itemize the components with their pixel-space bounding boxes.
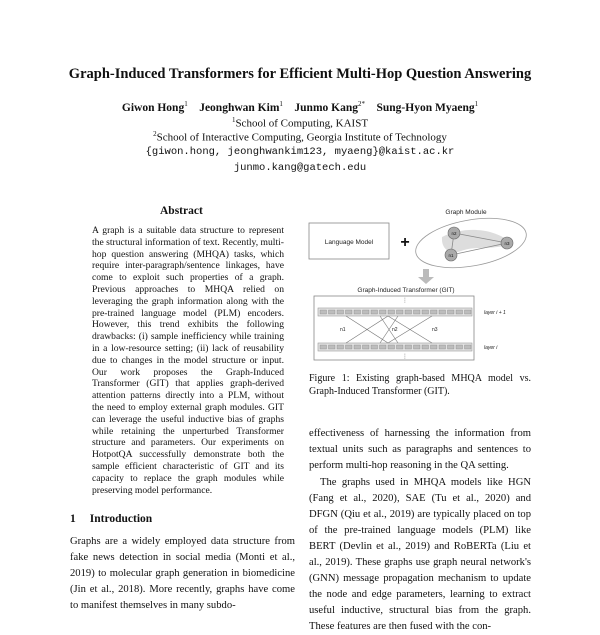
author-name: Giwon Hong	[121, 101, 185, 114]
token-label-n1: n1	[340, 327, 346, 333]
token-cell	[388, 345, 395, 349]
figure-1	[306, 205, 534, 367]
language-model-label: Language Model	[324, 239, 374, 246]
token-label-n2: n2	[392, 327, 398, 333]
down-arrow-icon	[418, 269, 434, 284]
token-cell	[465, 345, 472, 349]
token-cell	[405, 310, 412, 314]
graph-module-label: Graph Module	[445, 209, 487, 216]
plus-sign: +	[400, 234, 410, 251]
right-col-paragraph-2: The graphs used in MHQA models like HGN (Fang et al., 2020), SAE (Tu et al., 2020) and DFGN (Qiu et al., 2019) are typically placed on top of the pre-trained language models (PLM) like BERT (Devlin et al., 2019) and RoBERTa (Liu et al., 2019). These graphs use graph neural network's (GNN) message propagation mechanism to update the node and edge parameters, learning to extract useful inductive, structural bias from the graph. These features are then fused with the con-	[309, 477, 531, 632]
node-label: n2	[451, 231, 457, 236]
ellipsis-top: ⋮	[402, 298, 408, 304]
token-cell	[329, 310, 336, 314]
author-sup: 1	[474, 100, 479, 108]
token-cell	[320, 345, 327, 349]
ellipsis-bottom: ⋮	[402, 354, 408, 360]
abstract-text: A graph is a suitable data structure to represent the structural information of text. Recently, multi-hop question answering (MHQA) tasks, which require inter-paragraph/sentence linkages, have come to exploit such properties of a graph. Previous approaches to MHQA relied on leveraging the graph information along with the pre-trained language model (PLM) encoders. However, this trend exhibits the following drawbacks: (i) sample inefficiency while training in a low-resource setting; (ii) lack of reusability due to changes in the model structure or input. Our work proposes the Graph-Induced Transformer (GIT) that applies graph-derived attention patterns directly into a PLM, without the need to employ external graph modules. GIT can leverage the useful inductive bias of graphs while retaining the unperturbed Transformer structure and parameters. Our experiments on HotpotQA successfully demonstrate both the sample efficient characteristic of GIT and its capacity to replace the graph modules while preserving model performance.	[92, 225, 284, 496]
git-label: Graph-Induced Transformer (GIT)	[357, 287, 455, 294]
token-cell	[414, 310, 421, 314]
token-cell	[448, 345, 455, 349]
section-heading-introduction	[70, 513, 152, 525]
author-sup: 1	[184, 100, 188, 108]
token-cell	[439, 345, 446, 349]
author-sup: 2*	[358, 100, 365, 108]
email-kaist: {giwon.hong, jeonghwankim123, myaeng}@kaist.ac.kr	[145, 146, 455, 158]
token-cell	[380, 345, 387, 349]
section-number: 1	[70, 513, 76, 525]
token-cell	[465, 310, 472, 314]
introduction-text: Graphs are a widely employed data structure from fake news detection in social media (Monti et al., 2019) to molecular graph generation in biomedicine (Jin et al., 2018). More recently, graphs have come to manifest themselves in many subdo-	[70, 536, 295, 611]
token-cell	[371, 345, 378, 349]
token-cell	[422, 345, 429, 349]
affil-sup: 1	[231, 116, 236, 124]
token-cell	[380, 310, 387, 314]
affil-text: School of Computing, KAIST	[235, 117, 369, 130]
token-cell	[405, 345, 412, 349]
email-gatech: junmo.kang@gatech.edu	[233, 162, 367, 174]
token-label-n3: n3	[432, 327, 438, 333]
abstract-heading: Abstract	[160, 205, 203, 217]
author-name: Sung-Hyon Myaeng	[376, 101, 475, 114]
paper-title: Graph-Induced Transformers for Efficient Multi-Hop Question Answering	[68, 66, 532, 82]
token-cell	[337, 345, 344, 349]
affiliation-2	[0, 130, 600, 144]
author-name: Jeonghwan Kim	[199, 101, 280, 114]
token-cell	[337, 310, 344, 314]
token-cell	[320, 310, 327, 314]
token-cell	[363, 310, 370, 314]
token-cell	[431, 310, 438, 314]
token-cell	[354, 345, 361, 349]
token-cell	[346, 310, 353, 314]
token-cell	[329, 345, 336, 349]
author-sup: 1	[279, 100, 283, 108]
layer-label-bottom: layer i	[484, 345, 498, 351]
token-cell	[397, 345, 404, 349]
right-col-paragraph-1: effectiveness of harnessing the information from textual units such as paragraphs and sentences to perform multi-hop reasoning in the QA setting.	[309, 428, 531, 471]
token-cell	[371, 310, 378, 314]
token-cell	[431, 345, 438, 349]
figure-caption: Figure 1: Existing graph-based MHQA model vs. Graph-Induced Transformer (GIT).	[309, 373, 531, 397]
token-cell	[456, 310, 463, 314]
affil-sup: 2	[153, 130, 157, 138]
token-cell	[448, 310, 455, 314]
section-title: Introduction	[89, 513, 153, 525]
affil-text: School of Interactive Computing, Georgia Institute of Technology	[156, 131, 447, 144]
token-cell	[346, 345, 353, 349]
token-cell	[397, 310, 404, 314]
token-cell	[422, 310, 429, 314]
author-list	[0, 100, 600, 114]
token-cell	[439, 310, 446, 314]
token-cell	[363, 345, 370, 349]
token-cell	[354, 310, 361, 314]
token-cell	[388, 310, 395, 314]
token-cell	[456, 345, 463, 349]
node-label: n3	[504, 241, 510, 246]
token-cell	[414, 345, 421, 349]
node-label: n1	[448, 253, 454, 258]
layer-label-top: layer i + 1	[484, 310, 506, 316]
author-name: Junmo Kang	[294, 101, 358, 114]
affiliation-1	[0, 116, 600, 130]
